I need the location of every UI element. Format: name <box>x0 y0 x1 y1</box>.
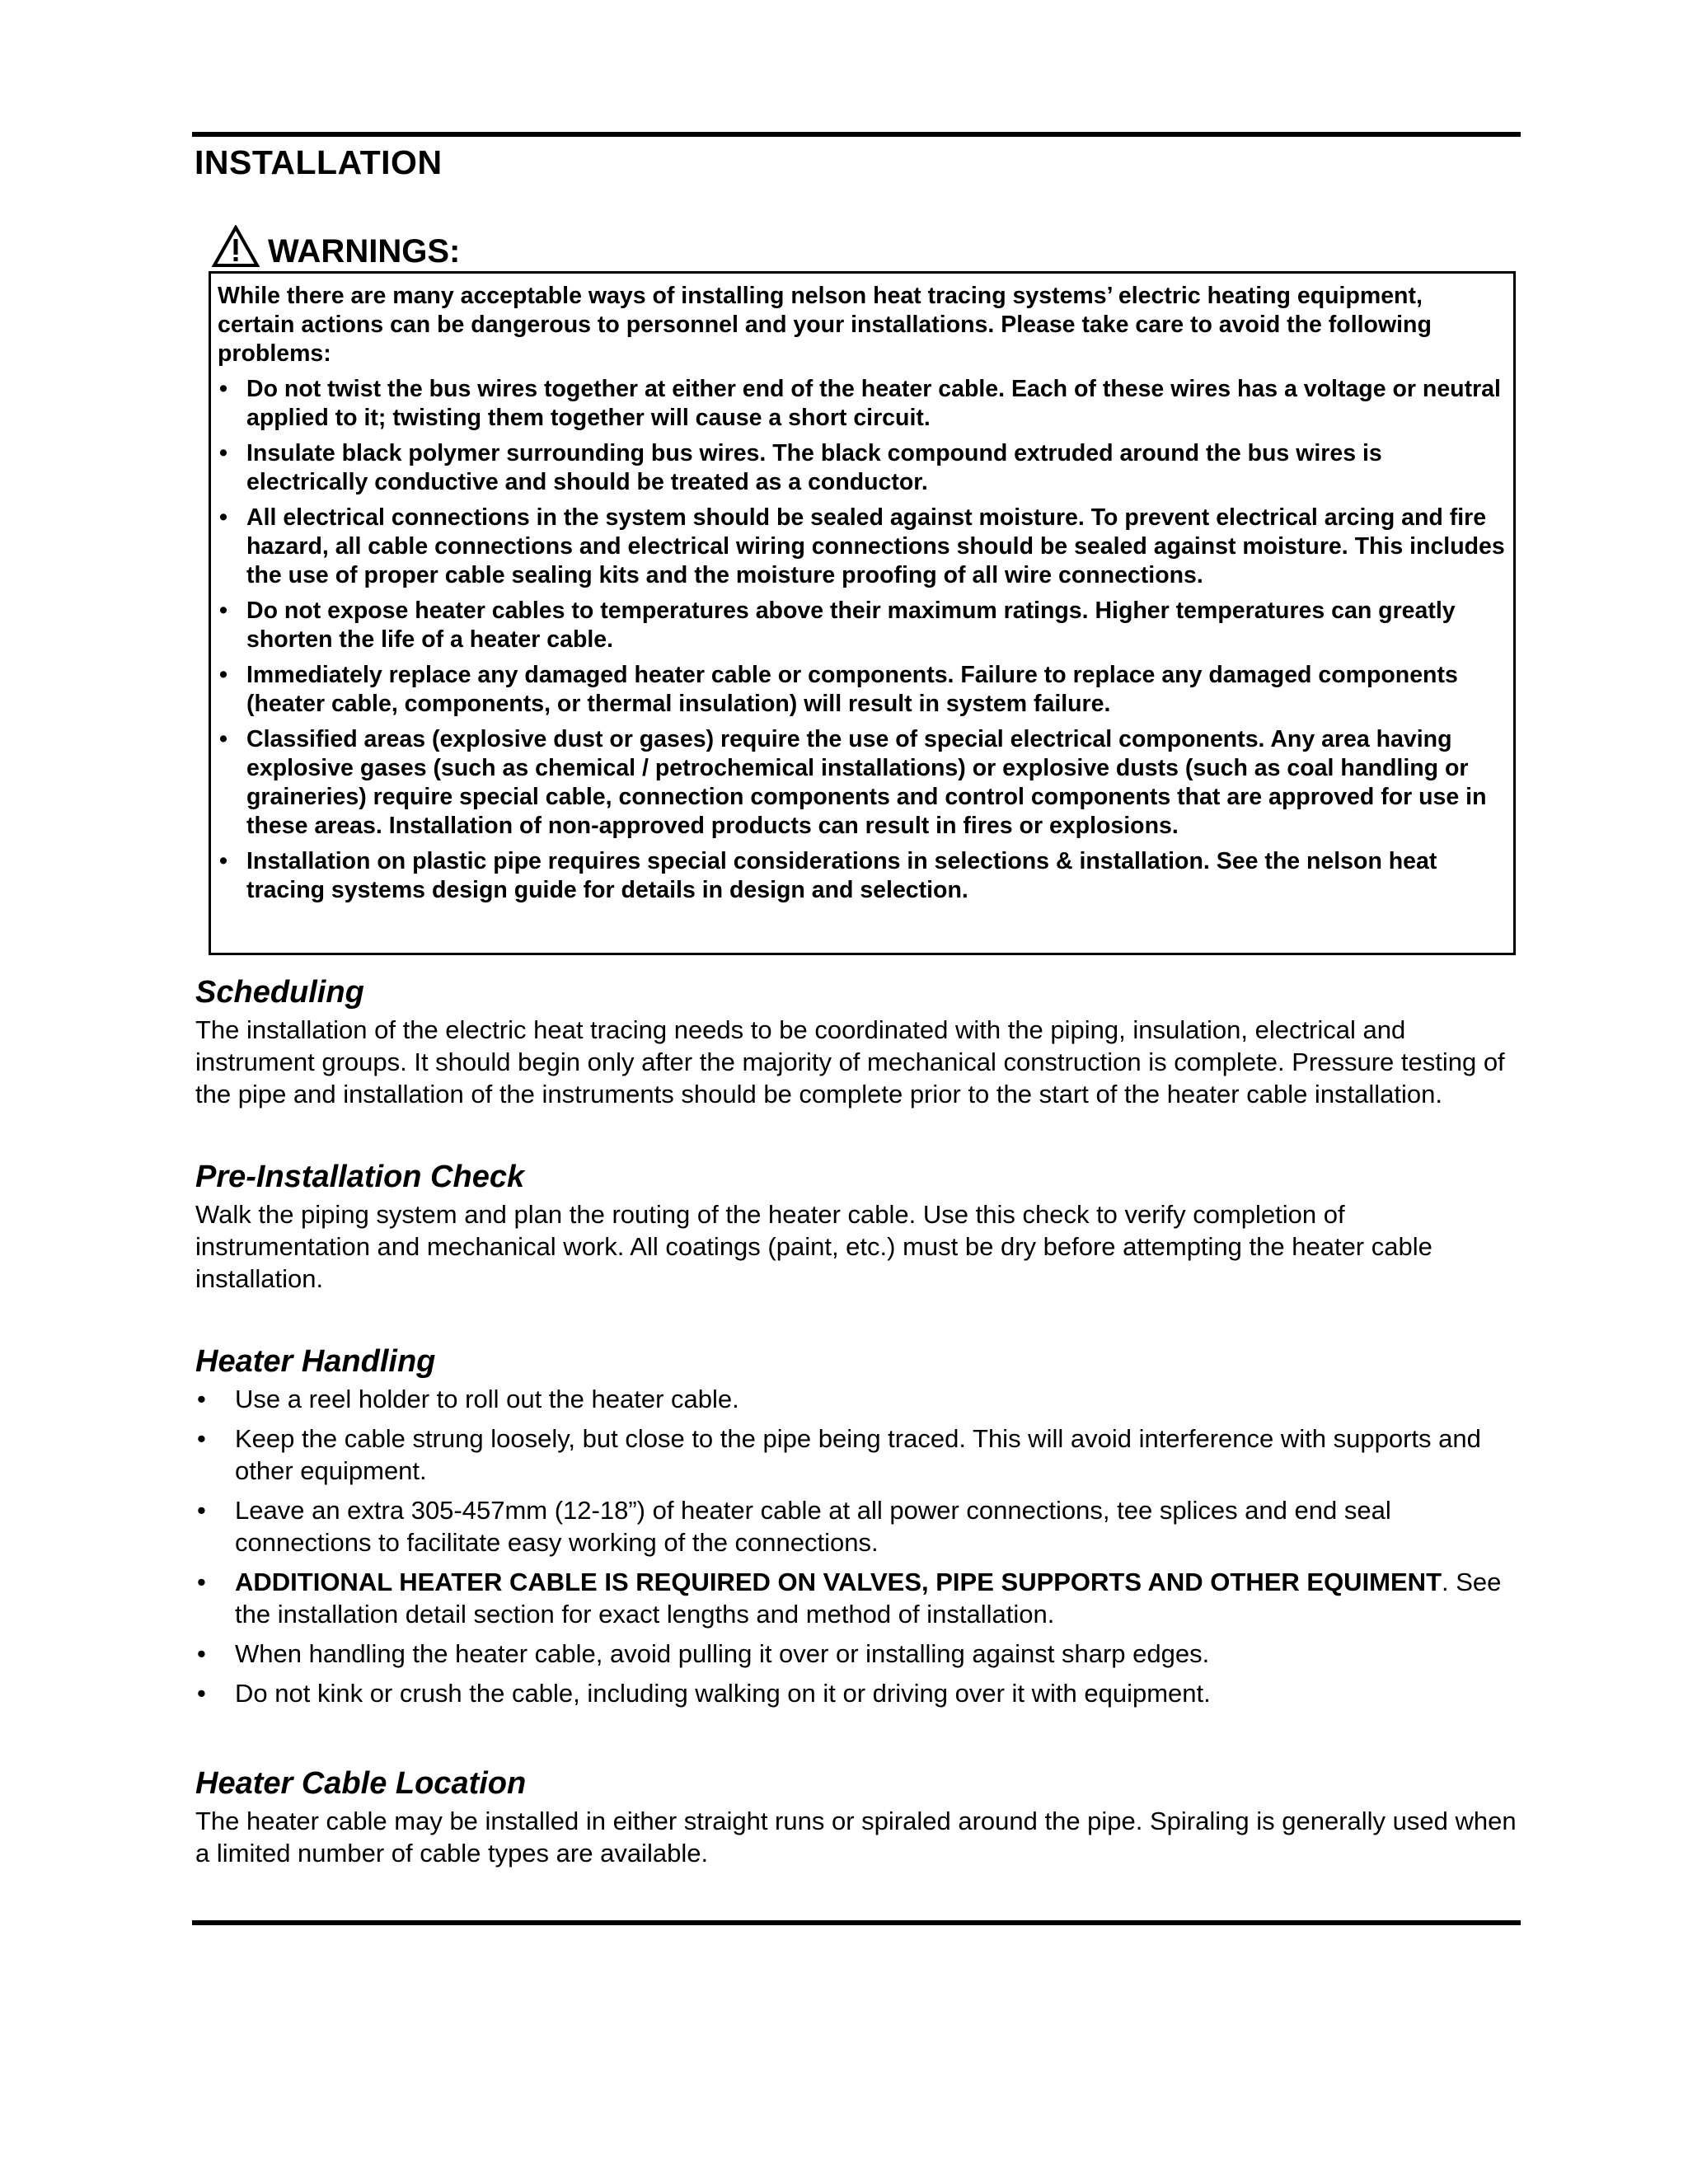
warning-item: • Insulate black polymer surrounding bus wires. The black compound extruded around the bus wires is electrically conductive and should be treated as a conductor. <box>218 439 1505 497</box>
warnings-intro: While there are many acceptable ways of installing nelson heat tracing systems’ electric heating equipment, certain actions can be dangerous to personnel and your installations. Please take care to avoid the following problems: <box>218 283 1432 367</box>
list-item: • Leave an extra 305-457mm (12-18”) of heater cable at all power connections, tee splices and end seal connections to facilitate easy working of the connections. <box>195 1494 1521 1558</box>
location-title: Heater Cable Location <box>195 1766 527 1801</box>
warning-item: • Classified areas (explosive dust or gases) require the use of special electrical components. Any area having explosive gases (such as chemical / petrochemical installations) or explosive dusts (such as coal handling or graineries) require special cable, connection components and control components that are approved for use in these areas. Installation of non-approved products can result in fires or explosions. <box>218 725 1505 841</box>
warnings-list <box>218 375 1505 905</box>
warnings-header <box>212 225 1521 268</box>
list-item-rest: . See the installation detail section for exact lengths and method of installation. <box>235 1568 1502 1629</box>
list-item: • Keep the cable strung loosely, but close to the pipe being traced. This will avoid interference with supports and other equipment. <box>195 1422 1521 1487</box>
warnings-box <box>209 271 1516 955</box>
warning-triangle-icon <box>212 225 260 268</box>
scheduling-body: The installation of the electric heat tracing needs to be coordinated with the piping, insulation, electrical and instrument groups. It should begin only after the majority of mechanical construction is complete. Pressure testing of the pipe and installation of the instruments should be complete prior to the start of the heater cable installation. <box>195 1015 1505 1108</box>
list-item: • Do not kink or crush the cable, including walking on it or driving over it with equipment. <box>195 1677 1521 1709</box>
warnings-title: WARNINGS: <box>268 233 461 269</box>
list-item: • When handling the heater cable, avoid pulling it over or installing against sharp edges. <box>195 1638 1521 1670</box>
document-page <box>192 132 1521 1869</box>
warning-item: • Immediately replace any damaged heater cable or components. Failure to replace any damaged components (heater cable, components, or thermal insulation) will result in system failure. <box>218 661 1505 719</box>
bottom-rule <box>192 1920 1521 1925</box>
warning-item: • All electrical connections in the system should be sealed against moisture. To prevent electrical arcing and fire hazard, all cable connections and electrical wiring connections should be sealed against moisture. This includes the use of proper cable sealing kits and the moisture proofing of all wire connections. <box>218 504 1505 590</box>
pre-check-title: Pre-Installation Check <box>195 1160 525 1194</box>
warning-item: • Do not twist the bus wires together at either end of the heater cable. Each of these wires has a voltage or neutral applied to it; twisting them together will cause a short circuit. <box>218 375 1505 433</box>
scheduling-title: Scheduling <box>195 975 364 1010</box>
list-item: • Use a reel holder to roll out the heater cable. <box>195 1383 1521 1415</box>
warning-item: • Installation on plastic pipe requires special considerations in selections & installation. See the nelson heat tracing systems design guide for details in design and selection. <box>218 847 1505 905</box>
page-heading: INSTALLATION <box>195 143 443 181</box>
location-body: The heater cable may be installed in either straight runs or spiraled around the pipe. Spiraling is generally used when a limited number of cable types are available. <box>195 1807 1517 1868</box>
warning-item: • Do not expose heater cables to temperatures above their maximum ratings. Higher temperatures can greatly shorten the life of a heater cable. <box>218 597 1505 654</box>
handling-title: Heater Handling <box>195 1344 436 1379</box>
pre-check-body: Walk the piping system and plan the routing of the heater cable. Use this check to verify completion of instrumentation and mechanical work. All coatings (paint, etc.) must be dry before attempting the heater cable installation. <box>195 1200 1432 1293</box>
list-item-bold: ADDITIONAL HEATER CABLE IS REQUIRED ON VALVES, PIPE SUPPORTS AND OTHER EQUIMENT <box>235 1568 1442 1596</box>
top-rule <box>192 132 1521 137</box>
list-item <box>195 1566 1521 1630</box>
handling-list <box>192 1383 1521 1709</box>
